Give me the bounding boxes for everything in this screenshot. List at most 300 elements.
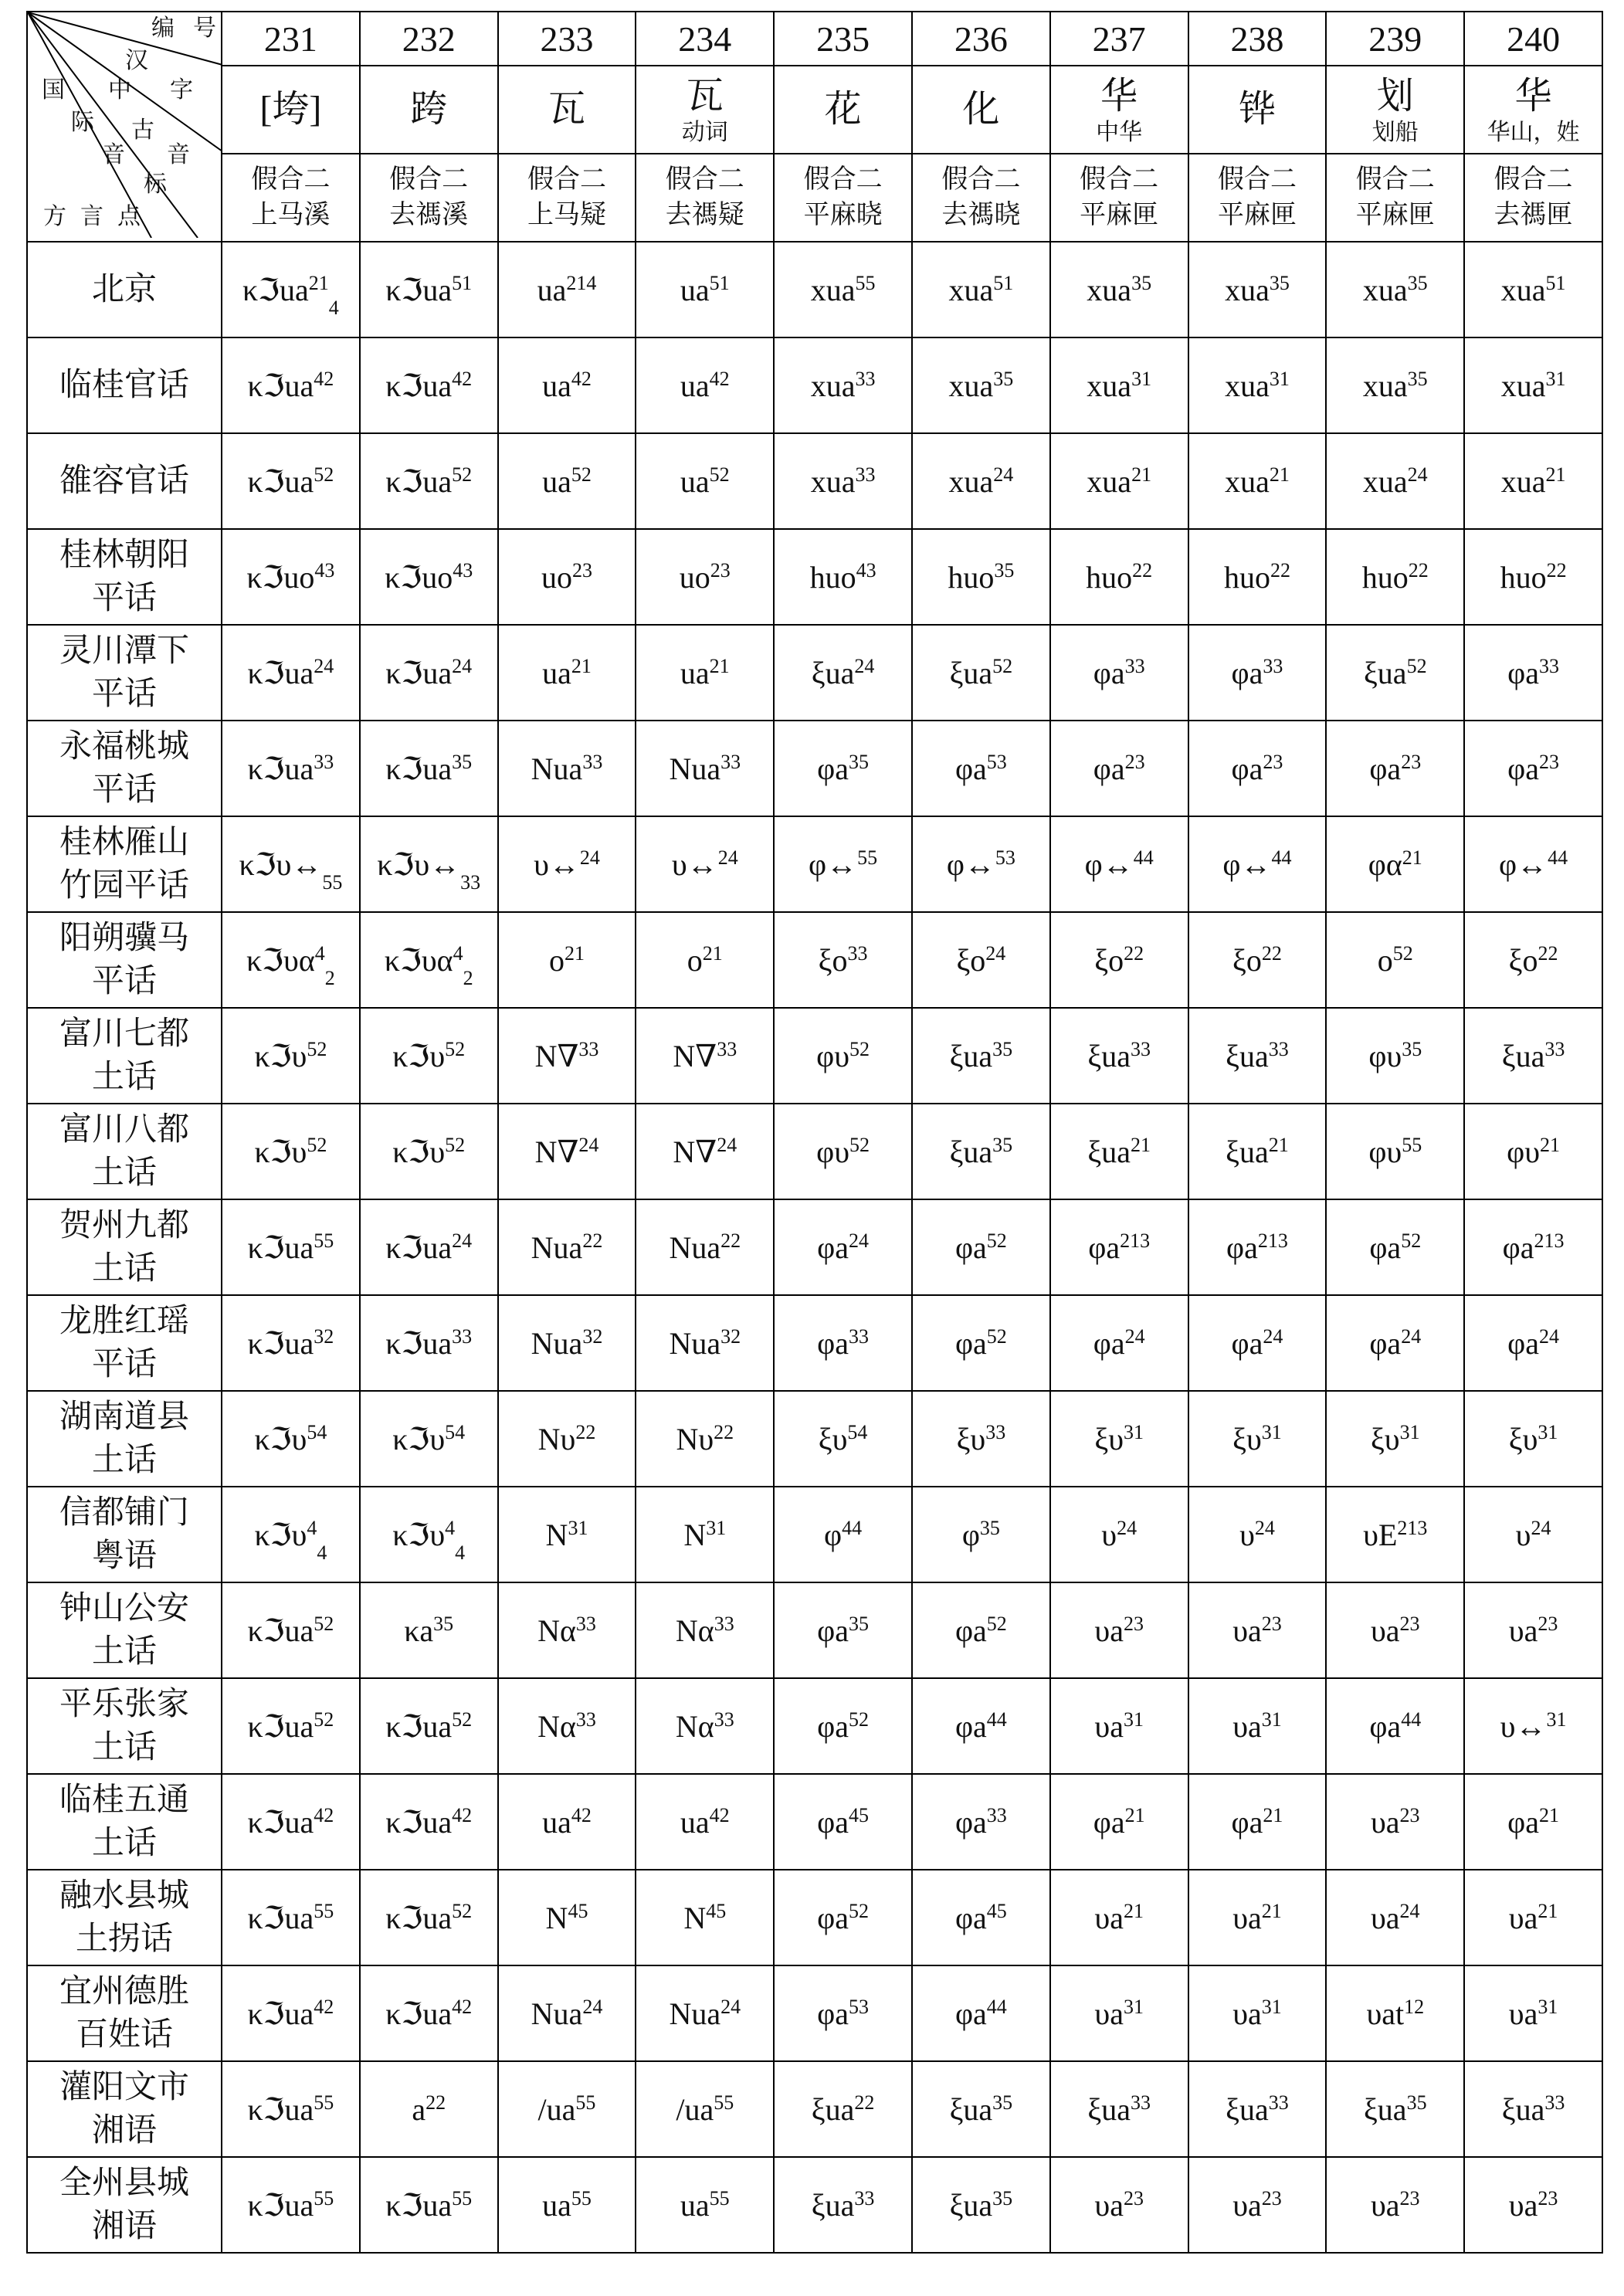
dialect-location	[27, 1582, 222, 1678]
column-character-cell	[636, 66, 774, 154]
middle-chinese-category: 平麻晓	[803, 201, 883, 229]
pronunciation-cell	[912, 242, 1050, 337]
ipa-text: φa	[817, 1325, 849, 1361]
pronunciation-cell	[360, 1678, 498, 1774]
column-character-cell	[1188, 66, 1327, 154]
ipa-text: κℑua	[247, 655, 314, 690]
ipa-text: ξo	[1094, 942, 1124, 978]
tone-number: 42	[314, 367, 334, 390]
tone-number: 52	[314, 1612, 334, 1635]
dialect-location-line: 土话	[91, 1443, 157, 1478]
ipa-text: φυ	[1507, 1134, 1541, 1169]
tone-number: 22	[714, 1420, 734, 1443]
tone-number: 35	[849, 1612, 869, 1635]
ipa-text: φυ	[816, 1134, 850, 1169]
tone-number: 33	[1130, 1037, 1151, 1060]
dialect-location-line: 土话	[91, 1251, 157, 1287]
ipa-text: υa	[1094, 1900, 1124, 1935]
pronunciation-cell	[1326, 625, 1464, 721]
pronunciation-cell	[774, 1295, 912, 1391]
pronunciation-cell	[912, 1008, 1050, 1104]
middle-chinese-category: 假合二	[389, 165, 469, 194]
table-row	[27, 816, 1602, 912]
corner-label: 点	[117, 204, 141, 229]
ipa-text: ξua	[1501, 1038, 1545, 1073]
pronunciation-cell	[636, 529, 774, 625]
tone-number: 23	[1124, 750, 1145, 773]
ipa-text: κℑua	[247, 1229, 314, 1265]
pronunciation-cell	[1464, 337, 1602, 433]
pronunciation-cell	[912, 2157, 1050, 2253]
tone-number: 35	[1131, 271, 1152, 294]
ipa-text: κℑυ	[254, 1134, 307, 1169]
tone-number: 21	[1131, 463, 1152, 486]
ipa-text: φa	[1507, 655, 1539, 690]
pronunciation-cell	[360, 1199, 498, 1295]
tone-number: 32	[582, 1324, 603, 1348]
tone-number-continued: 55	[322, 870, 343, 894]
tone-number: 35	[992, 1037, 1013, 1060]
pronunciation-cell	[1050, 816, 1188, 912]
dialect-location	[27, 1295, 222, 1391]
column-character: 铧	[1238, 89, 1276, 130]
pronunciation-cell	[498, 2061, 636, 2157]
ipa-text: υa	[1508, 1613, 1538, 1648]
table-row	[27, 1870, 1602, 1965]
tone-number: 24	[717, 1133, 737, 1156]
ipa-text: κℑua	[385, 751, 453, 786]
ipa-text: φa	[817, 1996, 849, 2031]
tone-number: 44	[986, 1995, 1007, 2018]
tone-number: 21	[1269, 463, 1290, 486]
pronunciation-cell	[774, 1965, 912, 2061]
column-character-note: 动词	[681, 120, 728, 145]
ipa-text: κℑua	[385, 2187, 453, 2223]
tone-number: 21	[1263, 1803, 1283, 1826]
dialect-location	[27, 816, 222, 912]
ipa-text: huo	[1223, 559, 1270, 595]
dialect-location-line: 湘语	[91, 2209, 157, 2244]
ipa-text: φa	[1507, 1804, 1539, 1840]
ipa-text: φa	[1231, 1325, 1263, 1361]
pronunciation-cell	[1188, 2061, 1327, 2157]
tone-number: 33	[582, 750, 603, 773]
ipa-text: Nua	[669, 1996, 721, 2031]
pronunciation-cell	[1464, 1104, 1602, 1199]
pronunciation-cell	[1188, 1295, 1327, 1391]
middle-chinese-category: 上马疑	[527, 201, 606, 229]
pronunciation-cell	[222, 1008, 360, 1104]
tone-number: 23	[1399, 2186, 1420, 2210]
pronunciation-cell	[498, 337, 636, 433]
dialect-location-line: 湘语	[91, 2113, 157, 2148]
tone-number: 31	[1399, 1420, 1420, 1443]
ipa-text: ξua	[1501, 2091, 1545, 2127]
tone-number: 35	[994, 558, 1015, 582]
pronunciation-cell	[1326, 1487, 1464, 1582]
dialect-location-line: 宜州德胜	[59, 1974, 189, 2009]
ipa-text: κℑυ↔	[377, 846, 461, 882]
pronunciation-cell	[222, 433, 360, 529]
ipa-text: ua	[680, 463, 710, 499]
ipa-text: xua	[948, 463, 994, 499]
pronunciation-cell	[222, 912, 360, 1008]
ipa-text: ua	[680, 272, 710, 307]
pronunciation-cell	[1326, 1678, 1464, 1774]
pronunciation-cell	[912, 1774, 1050, 1870]
ipa-text: κℑυα	[246, 942, 315, 978]
tone-number: 45	[849, 1803, 869, 1826]
ipa-text: υat	[1366, 1996, 1405, 2031]
column-character-cell	[1326, 66, 1464, 154]
ipa-text: κℑυ	[392, 1421, 446, 1457]
tone-number: 33	[1130, 2091, 1151, 2114]
pronunciation-cell	[1464, 816, 1602, 912]
column-character: 瓦	[686, 76, 724, 117]
pronunciation-cell	[1050, 721, 1188, 816]
middle-chinese-cell	[636, 154, 774, 242]
ipa-text: φa	[954, 1229, 987, 1265]
column-character: 化	[962, 89, 1000, 130]
pronunciation-cell	[1464, 1870, 1602, 1965]
pronunciation-cell	[774, 1104, 912, 1199]
ipa-text: ξua	[811, 2187, 855, 2223]
ipa-text: κℑua	[247, 1996, 314, 2031]
ipa-text: φa	[817, 1613, 849, 1648]
tone-number: 55	[314, 2091, 334, 2114]
tone-number: 35	[849, 750, 869, 773]
pronunciation-cell	[912, 1295, 1050, 1391]
pronunciation-cell	[774, 625, 912, 721]
tone-number: 51	[709, 271, 730, 294]
middle-chinese-category: 假合二	[941, 165, 1021, 194]
tone-number: 43	[314, 558, 335, 582]
tone-number: 31	[1545, 367, 1566, 390]
pronunciation-cell	[498, 1487, 636, 1582]
tone-number: 31	[1123, 1708, 1144, 1731]
tone-number: 33	[575, 1708, 596, 1731]
tone-number: 33	[314, 750, 334, 773]
ipa-text: υa	[1508, 1996, 1538, 2031]
pronunciation-cell	[636, 1678, 774, 1774]
table-row	[27, 1487, 1602, 1582]
ipa-text: φ	[961, 1517, 980, 1552]
ipa-text: φυ	[1368, 1134, 1402, 1169]
tone-number: 42	[452, 1995, 473, 2018]
tone-number: 21	[1538, 1803, 1559, 1826]
tone-number: 52	[849, 1037, 870, 1060]
ipa-text: κℑuo	[246, 559, 315, 595]
pronunciation-cell	[1326, 529, 1464, 625]
ipa-text: ξυ	[1508, 1421, 1538, 1457]
dialect-comparison-table	[26, 11, 1603, 2254]
ipa-text: ξua	[1226, 1038, 1269, 1073]
tone-number: 44	[1133, 846, 1154, 869]
ipa-text: Nua	[669, 751, 721, 786]
tone-number: 45	[706, 1899, 727, 1922]
column-character: 花	[824, 89, 862, 130]
ipa-text: φa	[954, 1325, 987, 1361]
corner-label: 国	[42, 77, 65, 103]
tone-number: 23	[1261, 1612, 1282, 1635]
pronunciation-cell	[1464, 1487, 1602, 1582]
tone-number: 33	[847, 941, 868, 965]
pronunciation-cell	[222, 721, 360, 816]
tone-number: 24	[993, 463, 1014, 486]
tone-number: 4	[314, 941, 325, 965]
dialect-location-line: 土话	[91, 1060, 157, 1095]
table-row	[27, 242, 1602, 337]
tone-number: 55	[575, 2091, 596, 2114]
pronunciation-cell	[360, 1582, 498, 1678]
tone-number: 23	[1401, 750, 1422, 773]
pronunciation-cell	[1050, 1199, 1188, 1295]
pronunciation-cell	[222, 242, 360, 337]
tone-number: 45	[986, 1899, 1007, 1922]
column-character: 瓦	[548, 89, 585, 130]
pronunciation-cell	[1326, 2157, 1464, 2253]
ipa-text: κℑua	[247, 463, 314, 499]
ipa-text: φa	[1093, 655, 1125, 690]
pronunciation-cell	[1188, 912, 1327, 1008]
tone-number: 24	[578, 1133, 599, 1156]
tone-number: 24	[452, 654, 473, 677]
pronunciation-cell	[498, 1965, 636, 2061]
pronunciation-cell	[360, 816, 498, 912]
table-row	[27, 1199, 1602, 1295]
tone-number-continued: 4	[328, 296, 339, 319]
dialect-location	[27, 529, 222, 625]
tone-number: 31	[568, 1516, 588, 1539]
tone-number: 22	[1408, 558, 1429, 582]
tone-number: 33	[1124, 654, 1145, 677]
pronunciation-cell	[912, 1678, 1050, 1774]
middle-chinese-category: 平麻匣	[1217, 201, 1297, 229]
pronunciation-cell	[498, 1199, 636, 1295]
pronunciation-cell	[1050, 2061, 1188, 2157]
corner-label: 言	[80, 204, 103, 229]
pronunciation-cell	[774, 1199, 912, 1295]
pronunciation-cell	[498, 242, 636, 337]
dialect-location-line: 土话	[91, 1634, 157, 1670]
pronunciation-cell	[1326, 1295, 1464, 1391]
pronunciation-cell	[636, 1774, 774, 1870]
pronunciation-cell	[774, 337, 912, 433]
ipa-text: φ↔	[1084, 846, 1134, 882]
tone-number: 24	[314, 654, 334, 677]
ipa-text: ua	[537, 272, 567, 307]
pronunciation-cell	[222, 1965, 360, 2061]
tone-number: 24	[1254, 1516, 1275, 1539]
tone-number: 21	[571, 654, 592, 677]
tone-number: 55	[452, 2186, 473, 2210]
dialect-location-line: 平乐张家	[59, 1687, 189, 1722]
ipa-text: φa	[817, 1229, 849, 1265]
pronunciation-cell	[498, 529, 636, 625]
tone-number: 53	[986, 750, 1007, 773]
ipa-text: xua	[1225, 463, 1270, 499]
tone-number: 24	[1117, 1516, 1137, 1539]
ipa-text: υ↔	[671, 846, 718, 882]
ipa-text: φa	[817, 751, 849, 786]
dialect-location-line: 平话	[91, 964, 157, 999]
table-row	[27, 1008, 1602, 1104]
ipa-text: xua	[1087, 272, 1132, 307]
ipa-text: κℑua	[385, 1708, 453, 1744]
dialect-location	[27, 1774, 222, 1870]
ipa-text: xua	[1087, 368, 1132, 403]
corner-label: 编	[151, 15, 175, 41]
dialect-location-line: 北京	[91, 272, 157, 307]
corner-label: 音	[102, 142, 125, 168]
pronunciation-cell	[1464, 1295, 1602, 1391]
tone-number-continued: 33	[460, 870, 481, 894]
dialect-location-line: 灵川潭下	[59, 633, 189, 669]
middle-chinese-category: 假合二	[251, 165, 331, 194]
column-character: 华	[1100, 76, 1138, 117]
pronunciation-cell	[1050, 625, 1188, 721]
pronunciation-cell	[222, 1582, 360, 1678]
tone-number: 31	[706, 1516, 727, 1539]
ipa-text: φa	[954, 1708, 987, 1744]
ipa-text: ξυ	[1370, 1421, 1400, 1457]
pronunciation-cell	[1188, 1965, 1327, 2061]
tone-number: 33	[985, 1420, 1006, 1443]
middle-chinese-cell	[1050, 154, 1188, 242]
pronunciation-cell	[1326, 1774, 1464, 1870]
ipa-text: Nua	[669, 1229, 721, 1265]
ipa-text: κℑυ	[254, 1517, 307, 1552]
ipa-text: N∇	[534, 1134, 579, 1169]
pronunciation-cell	[1050, 912, 1188, 1008]
pronunciation-cell	[1188, 529, 1327, 625]
pronunciation-cell	[1464, 2061, 1602, 2157]
ipa-text: κℑυα	[384, 942, 453, 978]
pronunciation-cell	[1326, 912, 1464, 1008]
ipa-text: υa	[1232, 2187, 1262, 2223]
dialect-location	[27, 1008, 222, 1104]
tone-number: 33	[1544, 1037, 1565, 1060]
ipa-text: ξua	[949, 1134, 993, 1169]
pronunciation-cell	[1050, 2157, 1188, 2253]
tone-number: 35	[1407, 367, 1428, 390]
pronunciation-cell	[222, 337, 360, 433]
dialect-location	[27, 1199, 222, 1295]
ipa-text: φα	[1368, 846, 1402, 882]
tone-number: 31	[1124, 1420, 1144, 1443]
middle-chinese-cell	[1464, 154, 1602, 242]
pronunciation-cell	[774, 1582, 912, 1678]
ipa-text: ξυ	[818, 1421, 848, 1457]
pronunciation-cell	[636, 721, 774, 816]
ipa-text: xua	[1362, 463, 1408, 499]
pronunciation-cell	[498, 433, 636, 529]
pronunciation-cell	[636, 2061, 774, 2157]
table-row	[27, 337, 1602, 433]
middle-chinese-category: 去禡溪	[389, 201, 469, 229]
middle-chinese-category: 假合二	[1355, 165, 1435, 194]
dialect-location-line: 湖南道县	[59, 1399, 189, 1435]
pronunciation-cell	[498, 816, 636, 912]
ipa-text: φa	[1231, 1804, 1263, 1840]
ipa-text: υa	[1232, 1996, 1262, 2031]
pronunciation-cell	[1188, 625, 1327, 721]
pronunciation-cell	[360, 242, 498, 337]
dialect-location-line: 平话	[91, 581, 157, 616]
tone-number: 22	[582, 1229, 603, 1252]
pronunciation-cell	[1326, 1008, 1464, 1104]
pronunciation-cell	[912, 1104, 1050, 1199]
ipa-text: κℑuo	[385, 559, 453, 595]
pronunciation-cell	[1464, 1582, 1602, 1678]
middle-chinese-cell	[360, 154, 498, 242]
pronunciation-cell	[498, 721, 636, 816]
dialect-location	[27, 2157, 222, 2253]
pronunciation-cell	[1464, 721, 1602, 816]
column-character: [垮]	[259, 89, 322, 130]
ipa-text: κℑua	[247, 2091, 314, 2127]
pronunciation-cell	[1050, 1104, 1188, 1199]
ipa-text: xua	[948, 272, 994, 307]
pronunciation-cell	[1464, 433, 1602, 529]
tone-number: 31	[1131, 367, 1152, 390]
pronunciation-cell	[498, 1008, 636, 1104]
pronunciation-cell	[1188, 2157, 1327, 2253]
middle-chinese-category: 假合二	[527, 165, 606, 194]
ipa-text: κℑυ	[392, 1038, 446, 1073]
ipa-text: huo	[1361, 559, 1409, 595]
tone-number: 52	[1392, 941, 1413, 965]
ipa-text: xua	[948, 368, 994, 403]
tone-number: 52	[452, 463, 473, 486]
ipa-text: κℑua	[247, 2187, 314, 2223]
tone-number: 55	[709, 2186, 730, 2210]
tone-number: 33	[1268, 1037, 1289, 1060]
tone-number: 55	[1402, 1133, 1422, 1156]
dialect-location-line: 灌阳文市	[59, 2070, 189, 2105]
dialect-location-line: 桂林雁山	[59, 825, 189, 860]
ipa-text: υa	[1232, 1613, 1262, 1648]
ipa-text: υa	[1232, 1708, 1262, 1744]
pronunciation-cell	[1188, 721, 1327, 816]
corner-label: 标	[144, 171, 167, 197]
tone-number: 21	[709, 654, 730, 677]
table-row	[27, 912, 1602, 1008]
pronunciation-cell	[360, 625, 498, 721]
ipa-text: Nua	[531, 1325, 583, 1361]
tone-number: 44	[1401, 1708, 1422, 1731]
dialect-location-line: 百姓话	[75, 2017, 173, 2053]
middle-chinese-cell	[1188, 154, 1327, 242]
tone-number: 53	[995, 846, 1015, 869]
tone-number: 52	[452, 1899, 473, 1922]
pronunciation-cell	[912, 529, 1050, 625]
ipa-text: uo	[541, 559, 572, 595]
pronunciation-cell	[1050, 1391, 1188, 1487]
ipa-text: ξua	[949, 2187, 993, 2223]
column-character-cell	[774, 66, 912, 154]
tone-number: 213	[1120, 1229, 1151, 1252]
pronunciation-cell	[360, 1774, 498, 1870]
tone-number: 33	[1263, 654, 1283, 677]
tone-number: 42	[709, 1803, 730, 1826]
pronunciation-cell	[1188, 1870, 1327, 1965]
ipa-text: φa	[954, 1900, 987, 1935]
middle-chinese-category: 去禡疑	[665, 201, 744, 229]
ipa-text: ξυ	[1232, 1421, 1262, 1457]
ipa-text: κℑυ	[254, 1421, 307, 1457]
tone-number: 31	[1269, 367, 1290, 390]
